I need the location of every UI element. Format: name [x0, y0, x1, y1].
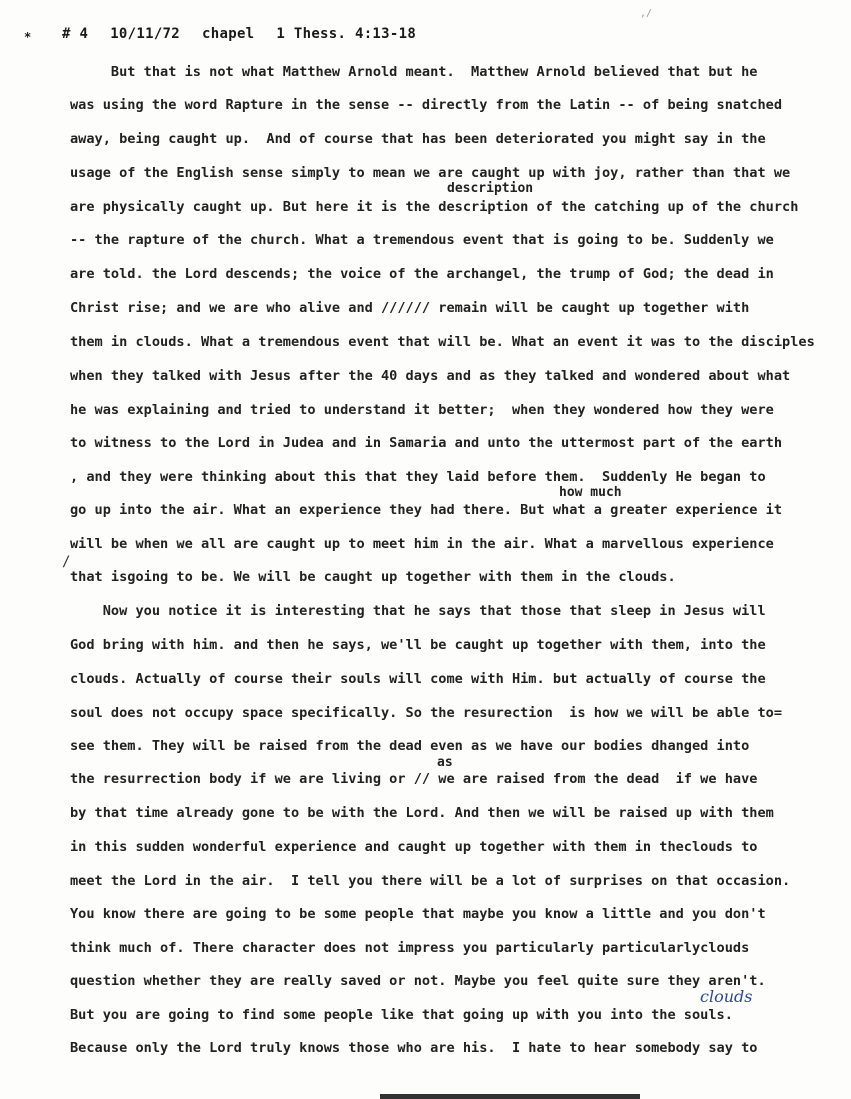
sermon-place: chapel [202, 26, 255, 42]
text-line: away, being caught up. And of course that has been deteriorated you might say in the [70, 131, 766, 147]
text-line: soul does not occupy space specifically. So the resurection is how we will be able to= [70, 705, 783, 721]
insert-description: description [447, 181, 534, 196]
text-line: , and they were thinking about this that they laid before them. Suddenly He began to [70, 469, 766, 485]
insert-as: as [437, 755, 453, 770]
insert-how-much: how much [559, 485, 622, 500]
text-line: the resurrection body if we are living or // we are raised from the dead if we have [70, 771, 758, 787]
text-line: them in clouds. What a tremendous event that will be. What an event it was to the disciples [70, 334, 815, 350]
text-line: usage of the English sense simply to mean we are caught up with joy, rather than that we [70, 165, 791, 181]
text-line: go up into the air. What an experience they had there. But what a greater experience it [70, 502, 783, 518]
text-line: clouds. Actually of course their souls will come with Him. but actually of course the [70, 671, 766, 687]
text-line: will be when we all are caught up to meet him in the air. What a marvellous experience [70, 536, 774, 552]
text-line: think much of. There character does not impress you particularly particularlyclouds [70, 940, 750, 956]
page-number: # 4 [62, 26, 89, 42]
text-line: God bring with him. and then he says, we'll be caught up together with them, into the [70, 637, 766, 653]
text-line: see them. They will be raised from the dead even as we have our bodies dhanged into [70, 738, 750, 754]
text-line: that isgoing to be. We will be caught up together with them in the clouds. [70, 569, 676, 585]
margin-asterisk: * [24, 30, 32, 44]
text-line: are told. the Lord descends; the voice of the archangel, the trump of God; the dead in [70, 266, 774, 282]
handwritten-clouds: clouds [700, 987, 753, 1006]
text-line: was using the word Rapture in the sense -- directly from the Latin -- of being snatched [70, 97, 783, 113]
text-line: he was explaining and tried to understand it better; when they wondered how they were [70, 402, 774, 418]
text-line: You know there are going to be some people that maybe you know a little and you don't [70, 906, 766, 922]
text-line: But that is not what Matthew Arnold meant. Matthew Arnold believed that but he [70, 64, 758, 80]
sermon-date: 10/11/72 [110, 26, 181, 42]
text-line: are physically caught up. But here it is the description of the catching up of the church [70, 199, 799, 215]
text-line: meet the Lord in the air. I tell you there will be a lot of surprises on that occasion. [70, 873, 791, 889]
text-line: But you are going to find some people like that going up with you into the souls. [70, 1007, 733, 1023]
text-line: Now you notice it is interesting that he says that those that sleep in Jesus will [70, 603, 766, 619]
text-line: Christ rise; and we are who alive and ////// remain will be caught up together with [70, 300, 750, 316]
text-line: question whether they are really saved or not. Maybe you feel quite sure they aren't. [70, 973, 766, 989]
text-line: by that time already gone to be with the Lord. And then we will be raised up with them [70, 805, 774, 821]
text-line: Because only the Lord truly knows those who are his. I hate to hear somebody say to [70, 1040, 758, 1056]
scan-edge-mark [380, 1094, 640, 1099]
margin-tick-mark: / [62, 554, 71, 570]
scripture-reference: 1 Thess. 4:13-18 [276, 26, 417, 42]
text-line: to witness to the Lord in Judea and in Samaria and unto the uttermost part of the earth [70, 435, 783, 451]
corner-smudge: ,/ [640, 8, 653, 19]
text-line: -- the rapture of the church. What a tremendous event that is going to be. Suddenly we [70, 232, 774, 248]
text-line: when they talked with Jesus after the 40 days and as they talked and wondered about what [70, 368, 791, 384]
text-line: in this sudden wonderful experience and caught up together with them in theclouds to [70, 839, 758, 855]
page-header [62, 26, 438, 42]
